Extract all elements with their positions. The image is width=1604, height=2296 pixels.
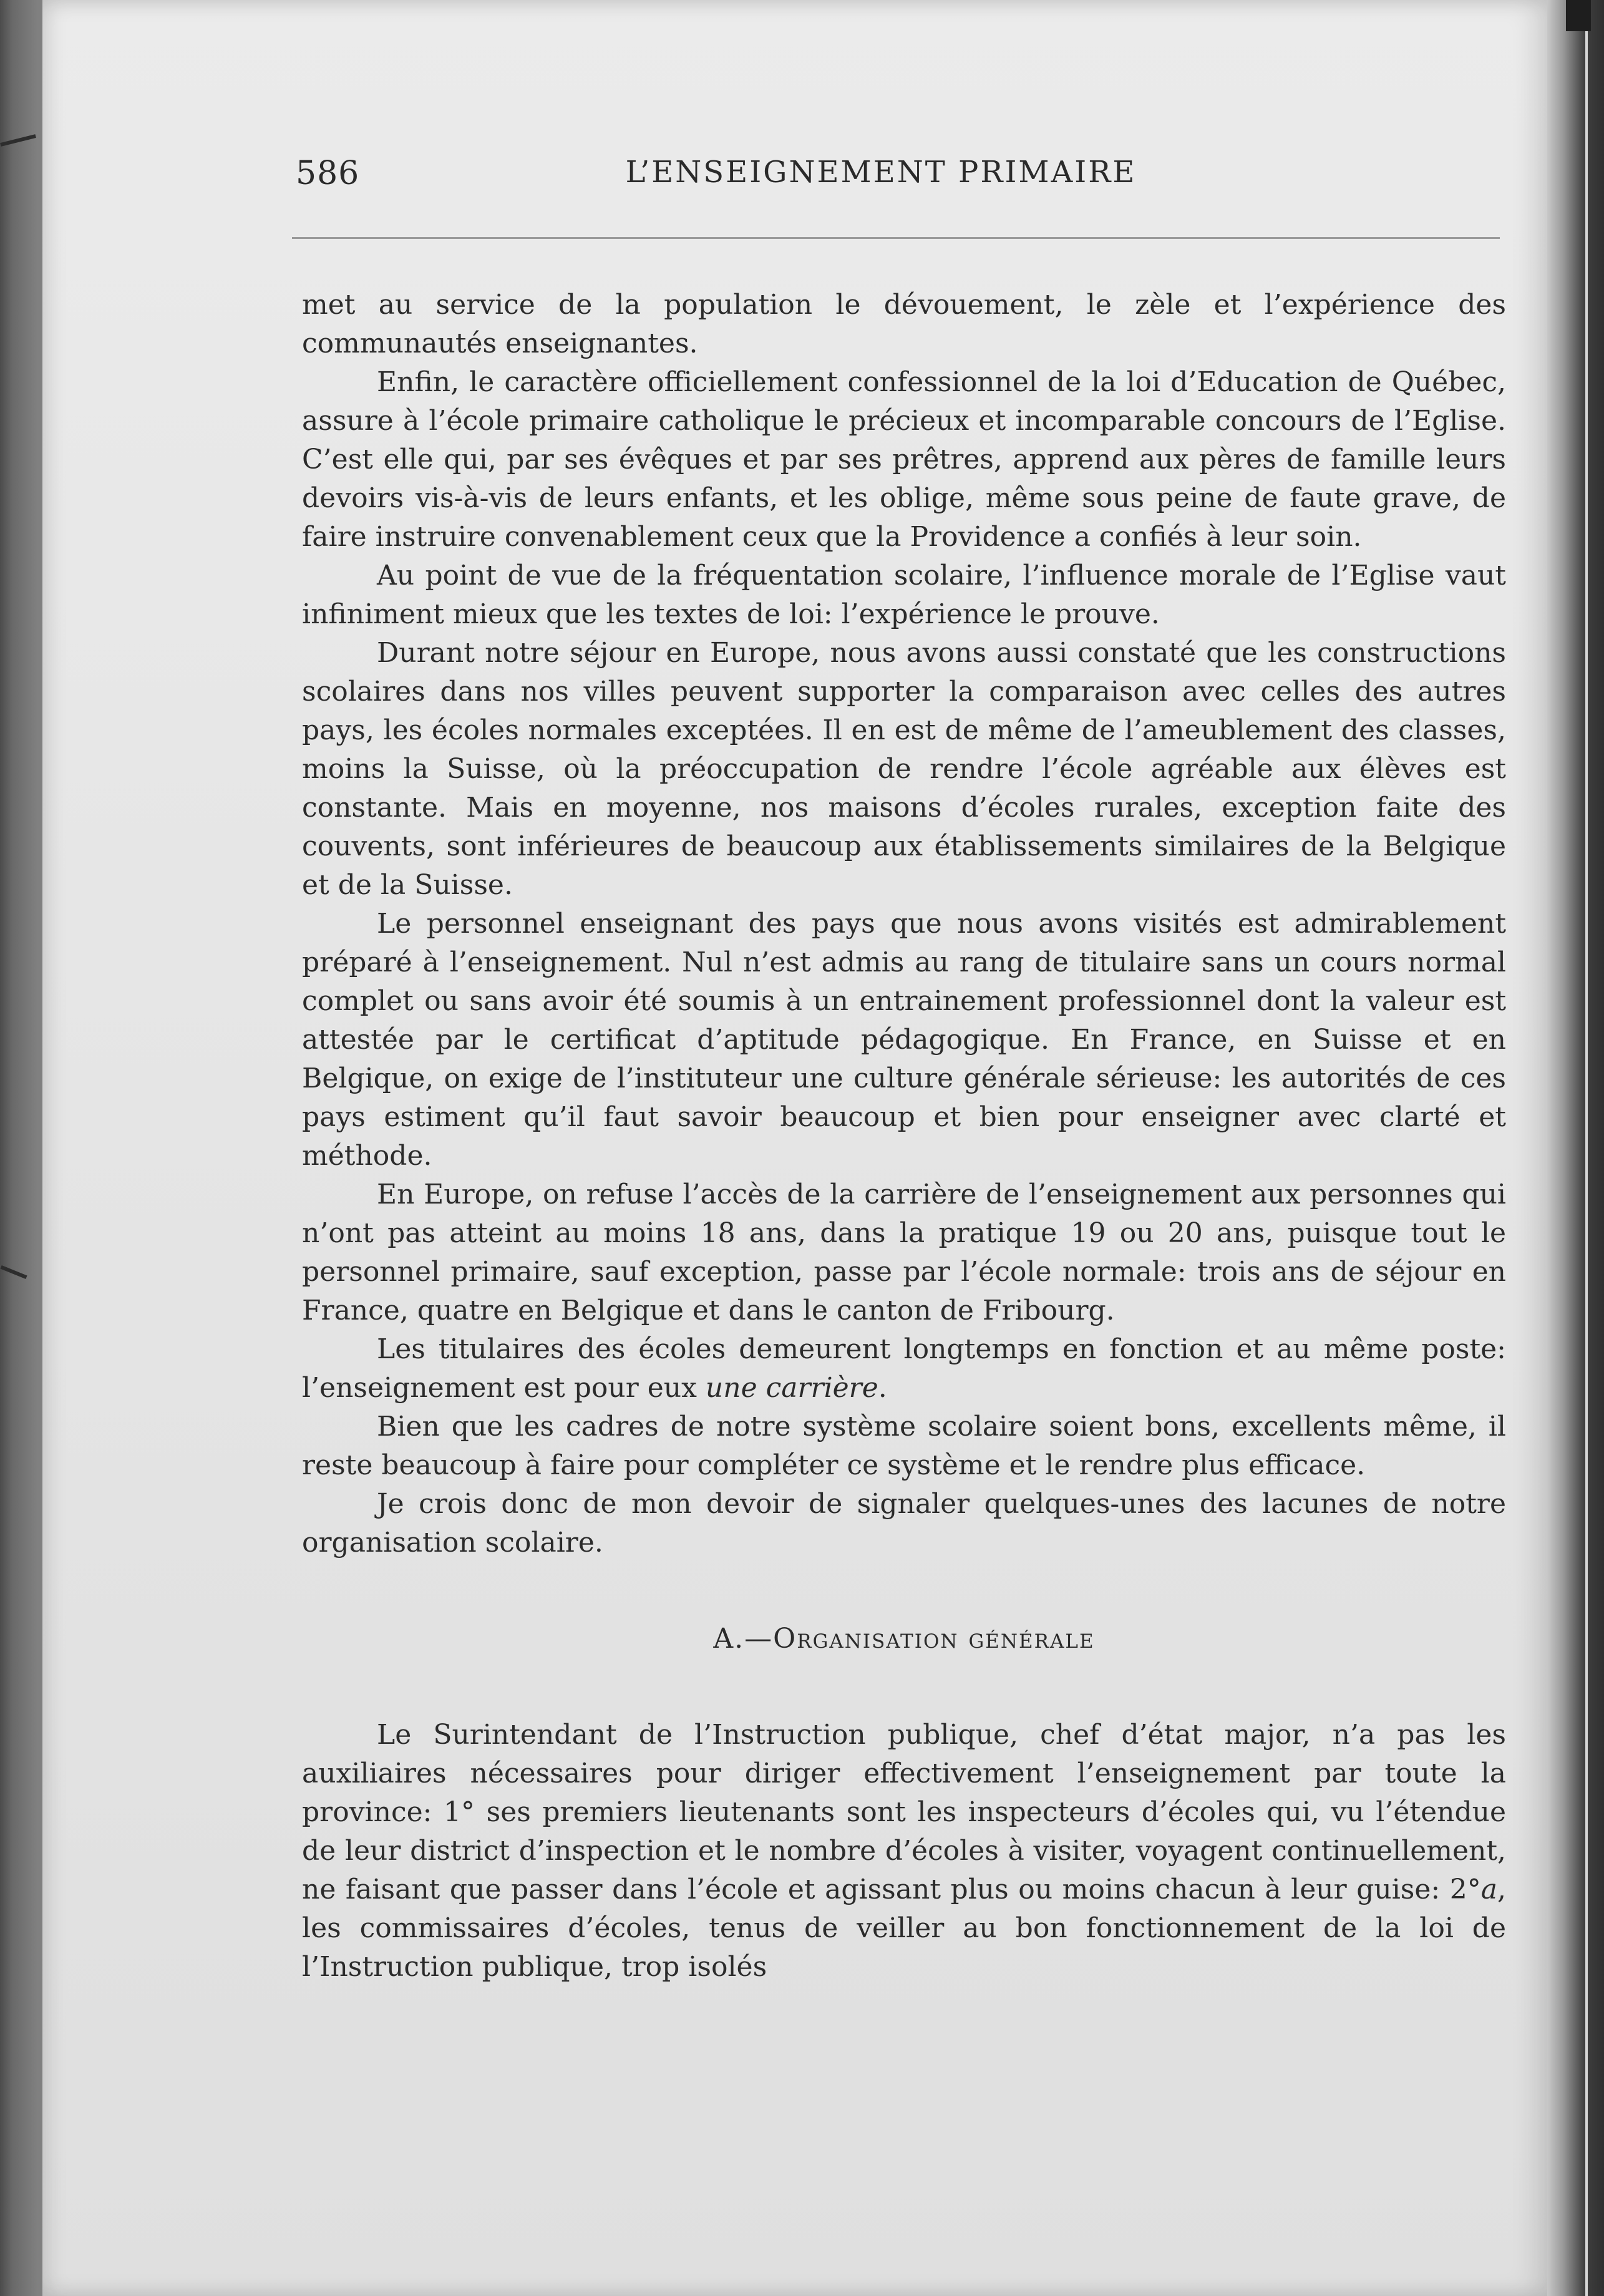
section-paragraph — [302, 1716, 1506, 1987]
paragraph: Enfin, le caractère officiellement confessionnel de la loi d’Education de Québec, assure à l’école primaire catholique le précieux et incomparable concours de l’Eglise. C’est elle qui, par ses évêques et par ses prêtres, apprend aux pères de famille leurs devoirs vis-à-vis de leurs enfants, et les oblige, même sous peine de faute grave, de faire instruire convenablement ceux que la Providence a confiés à leur soin. — [302, 366, 1506, 553]
paragraph: Le personnel enseignant des pays que nous avons visités est admirablement préparé à l’enseignement. Nul n’est admis au rang de titulaire sans un cours normal complet ou sans avoir été soumis à un entrainement professionnel dont la valeur est attestée par le certificat d’aptitude pédagogique. En France, en Suisse et en Belgique, on exige de l’instituteur une culture générale sérieuse: les autorités de ces pays estiment qu’il faut savoir beaucoup et bien pour enseigner avec clarté et méthode. — [302, 908, 1506, 1172]
paragraph: Durant notre séjour en Europe, nous avons aussi constaté que les constructions scolaires dans nos villes peuvent supporter la comparaison avec celles des autres pays, les écoles normales exceptées. Il en est de même de l’ameublement des classes, moins la Suisse, où la préoccupation de rendre l’école agréable aux élèves est constante. Mais en moyenne, nos maisons d’écoles rurales, exception faite des couvents, sont inférieures de beaucoup aux établissements similaires de la Belgique et de la Suisse. — [302, 637, 1506, 901]
body-text — [302, 286, 1506, 1987]
emphasis-text: a — [1480, 1874, 1497, 1905]
header-rule — [292, 237, 1500, 239]
section-heading: A.—Organisation générale — [713, 1623, 1095, 1655]
book-page — [42, 0, 1547, 2296]
paragraph-text: . — [878, 1372, 887, 1404]
paragraph-text: , les commissaires d’écoles, tenus de veiller au bon fonctionnement de la loi de l’Instruction publique, trop isolés — [302, 1874, 1506, 1983]
running-head — [255, 155, 1507, 192]
paragraph: En Europe, on refuse l’accès de la carrière de l’enseignement aux personnes qui n’ont pas atteint au moins 18 ans, dans la pratique 19 ou 20 ans, puisque tout le personnel primaire, sauf exception, passe par l’école normale: trois ans de séjour en France, quatre en Belgique et dans le canton de Fribourg. — [302, 1179, 1506, 1326]
paragraph: Je crois donc de mon devoir de signaler quelques-unes des lacunes de notre organisation scolaire. — [302, 1488, 1506, 1559]
paragraph-text: Le Surintendant de l’Instruction publique, chef d’état major, n’a pas les auxiliaires nécessaires pour diriger effectivement l’enseignement par toute la province: 1° ses premiers lieutenants sont les inspecteurs d’écoles qui, vu l’étendue de leur district d’inspection et le nombre d’écoles à visiter, voyagent continuellement, ne faisant que passer dans l’école et agissant plus ou moins chacun à leur guise: 2° — [302, 1719, 1506, 1905]
paragraph: met au service de la population le dévouement, le zèle et l’expérience des communautés enseignantes. — [302, 289, 1506, 359]
page-edge-line — [1585, 0, 1588, 2296]
paragraph-text: Les titulaires des écoles demeurent longtemps en fonction et au même poste: l’enseignement est pour eux — [302, 1333, 1506, 1404]
margin-mark — [0, 1265, 27, 1279]
emphasis-text: une carrière — [705, 1372, 878, 1404]
margin-mark — [0, 134, 36, 147]
page-number: 586 — [296, 155, 360, 192]
page-edge-shadow — [1547, 0, 1604, 2296]
paragraph-titulaires — [302, 1330, 1506, 1408]
paragraph: Au point de vue de la fréquentation scolaire, l’influence morale de l’Eglise vaut infiniment mieux que les textes de loi: l’expérience le prouve. — [302, 560, 1506, 630]
paragraph: Bien que les cadres de notre système scolaire soient bons, excellents même, il reste beaucoup à faire pour compléter ce système et le rendre plus efficace. — [302, 1411, 1506, 1481]
scan-corner-mark — [1566, 0, 1591, 31]
running-title: L’ENSEIGNEMENT PRIMAIRE — [625, 155, 1137, 190]
